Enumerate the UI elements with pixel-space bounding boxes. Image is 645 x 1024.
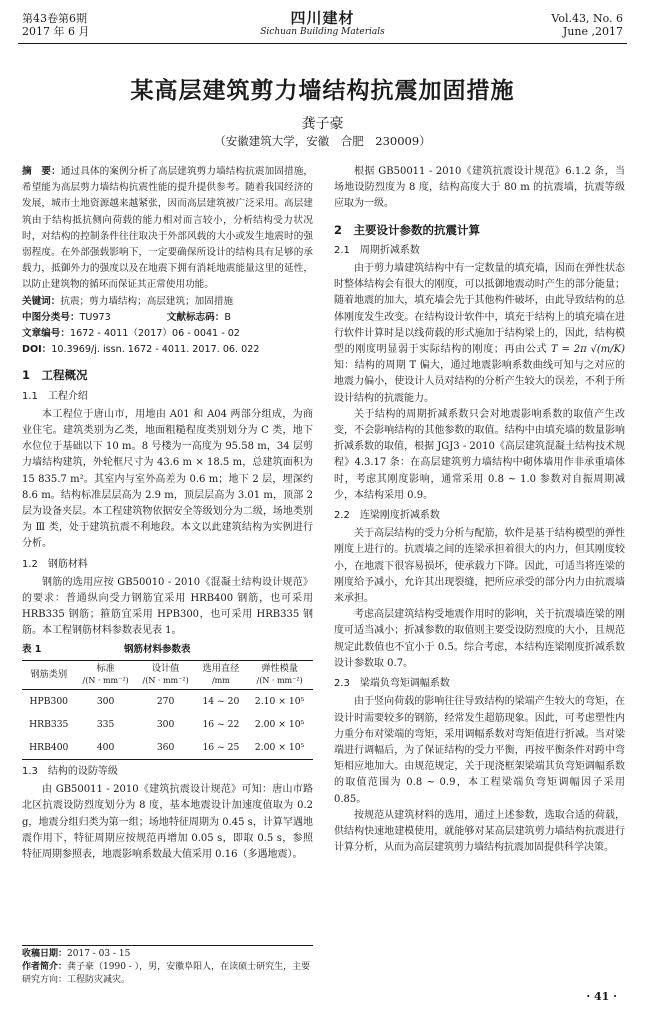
table-header-cell: 标准 /(N · mm⁻²)	[76, 660, 136, 689]
volume-number: Vol.43, No. 6	[551, 12, 623, 25]
issue-number: 第43卷第6期	[22, 12, 87, 25]
issue-date: 2017 年 6 月	[22, 25, 90, 38]
subsection-2-3-heading: 2.3 梁端负弯矩调幅系数	[334, 678, 450, 690]
table-header-cell: 钢筋类别	[22, 660, 76, 689]
doi	[22, 342, 313, 358]
article-number-label: 文章编号：	[22, 328, 70, 340]
table-cell: 300	[96, 695, 115, 707]
abstract-text: 通过具体的案例分析了高层建筑剪力墙结构抗震加固措施，希望能为高层剪力墙结构抗震性能的提升提供参考。随着我国经济的发展，城市土地资源越来越紧张，因而高层建筑被广泛采用。高层建筑由于结构抵抗侧向荷载的能力相对而言较小，分析结构受力状况时，对结构的控制条件往往取决于外部风载的大小或发生地震时的强弱程度。在外部强载影响下，一定要确保所设计的结构具有足够的承载力，抵御外力的强度以及在地震下拥有消耗地震能量这里的延性，以防止建筑物的循环而保证其正常使用功能。	[22, 166, 314, 291]
journal-brand	[0, 10, 645, 38]
table-cell: 300	[156, 718, 175, 730]
period-formula: T = 2π √(m/K)	[551, 344, 625, 356]
table-row	[22, 736, 313, 760]
table-cell: 335	[96, 718, 115, 730]
paper-title: 某高层建筑剪力墙结构抗震加固措施	[130, 77, 515, 104]
table-header-cell: 设计值 /(N · mm⁻²)	[136, 660, 196, 689]
rebar-parameter-table	[22, 660, 313, 760]
paragraph-period-factor: 关于结构的周期折减系数只会对地震影响系数的取值产生改变，不会影响结构的其他参数的取值。结构中由填充墙的数量影响折减系数的取值，根据 JGJ3 - 2010《高层建筑混凝土结构技术规程》4.3.17 条：在高层建筑剪力墙结构中砌体墙用作非承重墙体时，考虑其刚度影响，通常采用 0.8 ~ 1.0 参数对自振周期减少，本结构采用 0.9。	[334, 408, 625, 501]
abstract-label: 摘 要：	[22, 166, 61, 177]
volume-date: June ,2017	[562, 25, 623, 38]
table-cell: 400	[76, 736, 136, 760]
keywords	[22, 294, 313, 310]
subsection-2-2-heading: 2.2 连梁刚度折减系数	[334, 510, 440, 522]
keywords-label: 关键词：	[22, 295, 61, 307]
footnotes	[22, 945, 313, 987]
header-rule	[18, 43, 627, 44]
table-cell: 14 ~ 20	[202, 695, 240, 707]
article-number	[22, 326, 313, 342]
table-cell: 270	[156, 695, 175, 707]
author-bio: 作者简介：龚子豪（1990 - ），男，安徽阜阳人，在读硕士研究生，主要研究方向：工程防灾减灾。	[22, 962, 311, 985]
paragraph-coupling-beam: 关于高层结构的受力分析与配筋，软件是基于结构模型的弹性刚度上进行的。抗震墙之间的连梁承担着很大的内力，但其刚度较小，在地震下很容易损坏，使承载力下降。因此，可适当将连梁的刚度给予减小，允许其出现裂缝，把所应承受的部分内力由抗震墙来承担。	[334, 528, 625, 605]
table-cell: HRB400	[22, 736, 76, 760]
table-header-row	[22, 660, 313, 689]
abstract	[22, 164, 313, 294]
journal-logo: 四川建材	[290, 9, 355, 27]
paragraph-moment-adjust: 由于竖向荷载的影响往往导致结构的梁端产生较大的弯矩，在设计时需要较多的钢筋，经常发生超筋现象。因此，可考虑塑性内力重分布对梁端的弯矩，采用调幅系数对弯矩值进行折减。当对梁端进行调幅后，为了保证结构的受力平衡，再按平衡条件对跨中弯矩相应地加大。由规范规定，关于现浇框架梁端其负弯矩调幅系数的取值范围为 0.8 ~ 0.9，本工程梁端负弯矩调幅因子采用 0.85。	[334, 696, 625, 805]
doc-code-label: 文献标志码：	[166, 311, 225, 323]
table-header-cell: 选用直径 /mm	[196, 660, 247, 689]
table-row	[22, 689, 313, 713]
paragraph-conclusion: 按规范从建筑材料的选用，通过上述参数，选取合适的荷载，供结构快速地建模使用，就能够对某高层建筑剪力墙结构抗震进行计算分析，从而为高层建筑剪力墙结构抗震加固提供科学决策。	[334, 809, 625, 854]
table-header-cell: 弹性模量 /(N · mm⁻²)	[246, 660, 313, 689]
right-column	[334, 164, 625, 856]
paragraph-period-reduction: 由于剪力墙建筑结构中有一定数量的填充墙，因而在弹性状态时整体结构会有很大的刚度，可以抵御地震动时产生的部分能量；随着地震的加大，填充墙会先于其他构件破坏，由此导致结构的总体刚度发生改变。在结构设计软件中，填充于结构上的填充墙在进行软件计算时是以线荷载的形式施加于结构梁上的，因此，结构模型的刚度明显弱于实际结构的刚度；再由公式 T = 2π √(m/K) 知：结构的周期 T 偏大，通过地震影响系数曲线可知与之对应的地震力偏小，使设计人员对结构的分析产生较大的误差，不利于所设计结构的抗震能力。	[334, 263, 625, 404]
section-1-heading: 1 工程概况	[22, 368, 88, 383]
table-cell: 2.00 × 10⁵	[246, 736, 313, 760]
doi-value: 10.3969/j. issn. 1672 - 4011. 2017. 06. 022	[51, 344, 260, 356]
paragraph-seismic-grade: 由 GB50011 - 2010《建筑抗震设计规范》可知：唐山市路北区抗震设防烈度划分为 8 度，基本地震设计加速度值取为 0.2 g，地震分组归类为第一组；场地特征周期为 0.45 s，计算罕遇地震作用下，特征周期应按规范再增加 0.05 s，即取 0.5 s，参照特征周期参照表，地震影响系数最大值采用 0.16（多遇地震）。	[22, 784, 313, 860]
table-cell: 360	[136, 736, 196, 760]
page-number: · 41 ·	[586, 990, 617, 1003]
table-cell: HRB335	[29, 718, 69, 730]
subsection-1-1-heading: 1.1 工程介绍	[22, 390, 88, 402]
paragraph-rebar: 钢筋的选用应按 GB50010 - 2010《混凝土结构设计规范》的要求：普通纵向受力钢筋宜采用 HRB400 钢筋，也可采用 HRB335 钢筋；箍筋宜采用 HPB300，也可采用 HRB335 钢筋。本工程钢筋材料参数表见表 1。	[22, 576, 313, 637]
classification	[22, 310, 313, 326]
table-row	[22, 713, 313, 736]
table-1-title: 钢筋材料参数表	[123, 643, 191, 655]
section-2-heading: 2 主要设计参数的抗震计算	[334, 222, 481, 237]
paper-affiliation: （安徽建筑大学，安徽 合肥 230009）	[214, 134, 431, 148]
left-column	[22, 164, 313, 863]
keywords-text: 抗震；剪力墙结构；高层建筑；加固措施	[60, 295, 234, 307]
table-cell: HPB300	[29, 695, 69, 707]
subsection-1-3-heading: 1.3 结构的设防等级	[22, 765, 118, 777]
doc-code-value: B	[224, 311, 231, 323]
doi-label: DOI：	[22, 344, 52, 356]
table-cell: 2.10 × 10⁵	[254, 695, 305, 707]
table-1-caption	[22, 642, 313, 658]
subsection-2-1-heading: 2.1 周期折减系数	[334, 244, 420, 256]
journal-volume	[551, 12, 623, 38]
paragraph-coupling-factor: 考虑高层建筑结构受地震作用时的影响，关于抗震墙连梁的刚度可适当减小；折减参数的取值则主要受设防烈度的大小，且规范规定此数值也不宜小于 0.5。综合考虑，本结构连梁刚度折减系数设计参数取 0.7。	[334, 609, 625, 669]
clc-label: 中图分类号：	[22, 311, 80, 323]
table-cell: 2.00 × 10⁵	[254, 718, 305, 730]
paragraph-project-intro: 本工程位于唐山市，用地由 A01 和 A04 两部分组成，为商业住宅。建筑类别为乙类，地面粗糙程度类别划分为 C 类，地下水位位于基础以下 10 m。8 号楼为一高度为 95.58 m，34 层剪力墙结构建筑，外轮框尺寸为 43.6 m × 18.5 m，总建筑面积为 15 835.7 m²。其室内与室外高差为 0.6 m；地下 2 层，埋深约 8.6 m。结构标准层层高为 2.9 m，顶层层高为 3.01 m，顶部 2 层为设备夹层。本工程建筑物依据安全等级划分为二级，场地类别为 Ⅲ 类，处于建筑抗震不利地段。本文以此建筑结构为实例进行分析。	[22, 408, 313, 550]
table-1-label: 表 1	[22, 643, 42, 655]
received-date: 收稿日期：2017 - 03 - 15	[22, 949, 131, 959]
journal-name-en: Sichuan Building Materials	[260, 27, 385, 37]
subsection-1-2-heading: 1.2 钢筋材料	[22, 558, 88, 570]
table-cell: 16 ~ 22	[202, 718, 240, 730]
paper-author: 龚子豪	[301, 116, 344, 132]
paragraph-seismic-level: 根据 GB50011 - 2010《建筑抗震设计规范》6.1.2 条，当场地设防烈度为 8 度，结构高度大于 80 m 的抗震墙，抗震等级应取为一级。	[334, 166, 625, 210]
article-number-value: 1672 - 4011（2017）06 - 0041 - 02	[69, 328, 240, 340]
table-cell: 16 ~ 25	[196, 736, 247, 760]
clc-value: TU973	[79, 311, 111, 323]
